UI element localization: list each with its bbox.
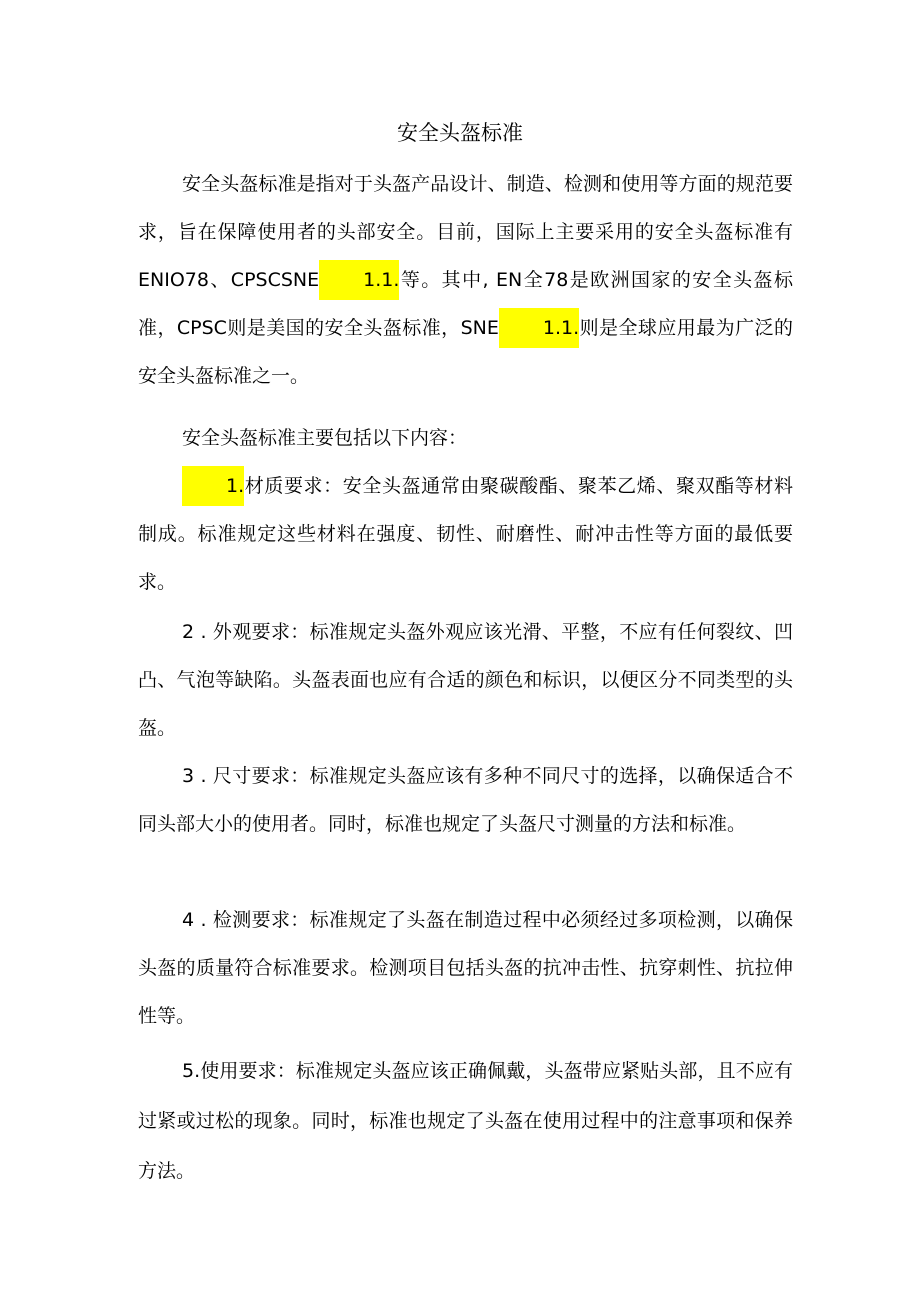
contents-heading: 安全头盔标准主要包括以下内容： <box>182 427 468 449</box>
item-text: . 尺寸要求：标准规定头盔应该有多种不同尺寸的选择，以确保适合不同头部大小的使用者。同时，标准也规定了头盔尺寸测量的方法和标准。 <box>138 765 793 835</box>
intro-paragraph <box>138 160 793 400</box>
intro-text-a: 安全头盔标准是指对于头盔产品设计、制造、检测和使用等方面的规范要求，旨在保障使用者的头部安全。目前，国际上主要采用的安全头盔标准有ENIO78、CPSCSNE <box>138 173 793 291</box>
list-item <box>138 1046 793 1196</box>
item-text: 使用要求：标准规定头盔应该正确佩戴，头盔带应紧贴头部，且不应有过紧或过松的现象。同时，标准也规定了头盔在使用过程中的注意事项和保养方法。 <box>138 1060 793 1182</box>
item-number: 3 <box>182 765 195 787</box>
list-item <box>138 462 793 606</box>
list-item <box>138 752 793 848</box>
list-item <box>138 896 793 1040</box>
item-text: . 检测要求：标准规定了头盔在制造过程中必须经过多项检测，以确保头盔的质量符合标准要求。检测项目包括头盔的抗冲击性、抗穿刺性、抗拉伸性等。 <box>138 909 793 1027</box>
document-title: 安全头盔标准 <box>397 121 523 145</box>
list-item <box>138 608 793 752</box>
item-text: 材质要求：安全头盔通常由聚碳酸酯、聚苯乙烯、聚双酯等材料制成。标准规定这些材料在强度、韧性、耐磨性、耐冲击性等方面的最低要求。 <box>138 475 793 593</box>
item-text: . 外观要求：标准规定头盔外观应该光滑、平整，不应有任何裂纹、凹凸、气泡等缺陷。头盔表面也应有合适的颜色和标识，以便区分不同类型的头盔。 <box>138 621 793 739</box>
item-number: 4 <box>182 909 195 931</box>
highlight-mark: 1.1. <box>319 260 399 300</box>
highlight-mark: 1.1. <box>499 308 579 348</box>
item-number: 5. <box>182 1060 201 1082</box>
intro-text-b: 等。其中, EN全78是欧洲国家的安全头盔标准，CPSC则是美国的安全头盔标准，SNE <box>138 269 793 339</box>
intro-text-c: 则是全球应用最为广泛的安全头盔标准之一。 <box>138 317 793 387</box>
item-number: 1. <box>182 466 244 506</box>
item-number: 2 <box>182 621 195 643</box>
